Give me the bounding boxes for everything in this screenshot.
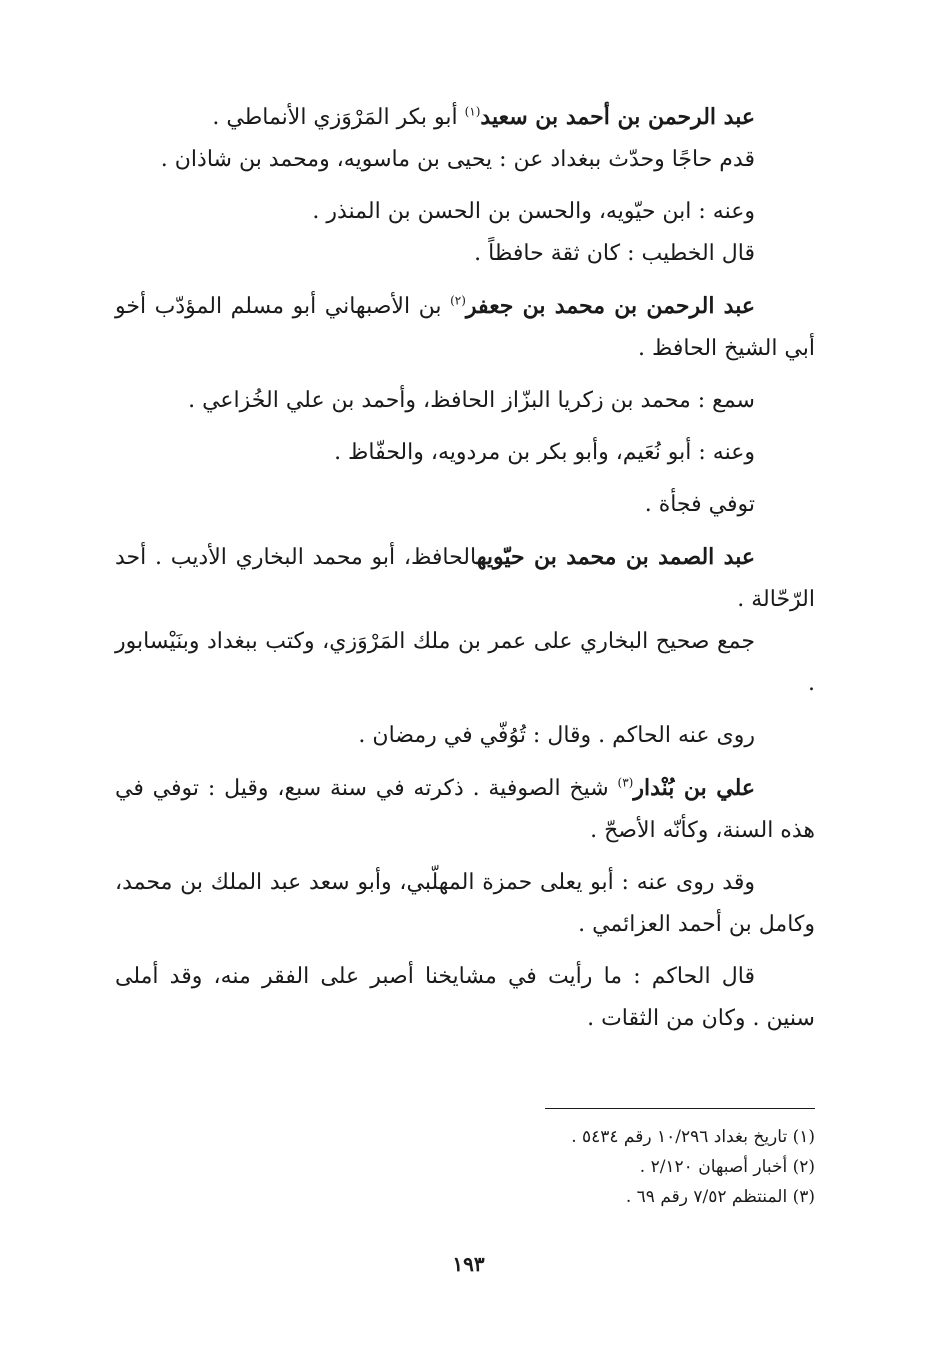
footnote-divider [545,1108,815,1109]
entry-name: عبد الرحمن بن أحمد بن سعيد [480,104,755,130]
entry-line: وعنه : أبو نُعَيم، وأبو بكر بن مردويه، والحفّاظ . [334,440,755,465]
footnote-ref: (٣) [617,775,634,790]
entry-name: علي بن بُنْدار [633,775,755,801]
entry-line: قال الحاكم : ما رأيت في مشايخنا أصبر على الفقر منه، وقد أملى سنين . وكان من الثقات . [115,964,815,1031]
entry-heading [115,536,815,621]
footnote-ref: (١) [464,104,481,119]
entry-heading [115,96,815,139]
entry-heading [115,767,815,852]
entry-description: بن الأصبهاني أبو مسلم المؤدّب أخو أبي الشيخ الحافظ . [115,294,815,361]
page-number: ١٩٣ [452,1252,485,1276]
entry-name: عبد الرحمن بن محمد بن جعفر [465,293,755,319]
entry-line: توفي فجأة . [644,492,755,517]
footnote-item: (٣) المنتظم ٧/٥٢ رقم ٦٩ . [625,1187,815,1207]
footnotes [400,1122,815,1212]
page-body [115,96,815,1040]
entry-description: أبو بكر المَرْوَزي الأنماطي . [212,105,465,130]
footnote-item: (٢) أخبار أصبهان ٢/١٢٠ . [639,1157,815,1177]
entry-line: جمع صحيح البخاري على عمر بن ملك المَرْوَزي، وكتب ببغداد وبنَيْسابور . [115,629,815,696]
entry-description: الحافظ، أبو محمد البخاري الأديب . أحد الرّحّالة . [115,545,815,612]
entry-name: عبد الصمد بن محمد بن حيّويه [476,544,755,570]
entry-line: قدم حاجًا وحدّث ببغداد عن : يحيى بن ماسويه، ومحمد بن شاذان . [160,147,755,172]
entry-description: شيخ الصوفية . ذكرته في سنة سبع، وقيل : توفي في هذه السنة، وكأنّه الأصحّ . [115,776,815,843]
entry-line: روى عنه الحاكم . وقال : تُوُفّي في رمضان . [358,723,755,748]
footnote-item: (١) تاريخ بغداد ١٠/٢٩٦ رقم ٥٤٣٤ . [571,1127,815,1147]
entry-line: قال الخطيب : كان ثقة حافظاً . [474,241,755,266]
entry-heading [115,285,815,370]
entry-line: وعنه : ابن حيّويه، والحسن بن الحسن بن المنذر . [312,199,755,224]
entry-line: وقد روى عنه : أبو يعلى حمزة المهلّبي، وأبو سعد عبد الملك بن محمد، وكامل بن أحمد العزائمي . [115,870,815,937]
entry-line: سمع : محمد بن زكريا البزّاز الحافظ، وأحمد بن علي الخُزاعي . [188,388,755,413]
footnote-ref: (٢) [450,293,466,308]
